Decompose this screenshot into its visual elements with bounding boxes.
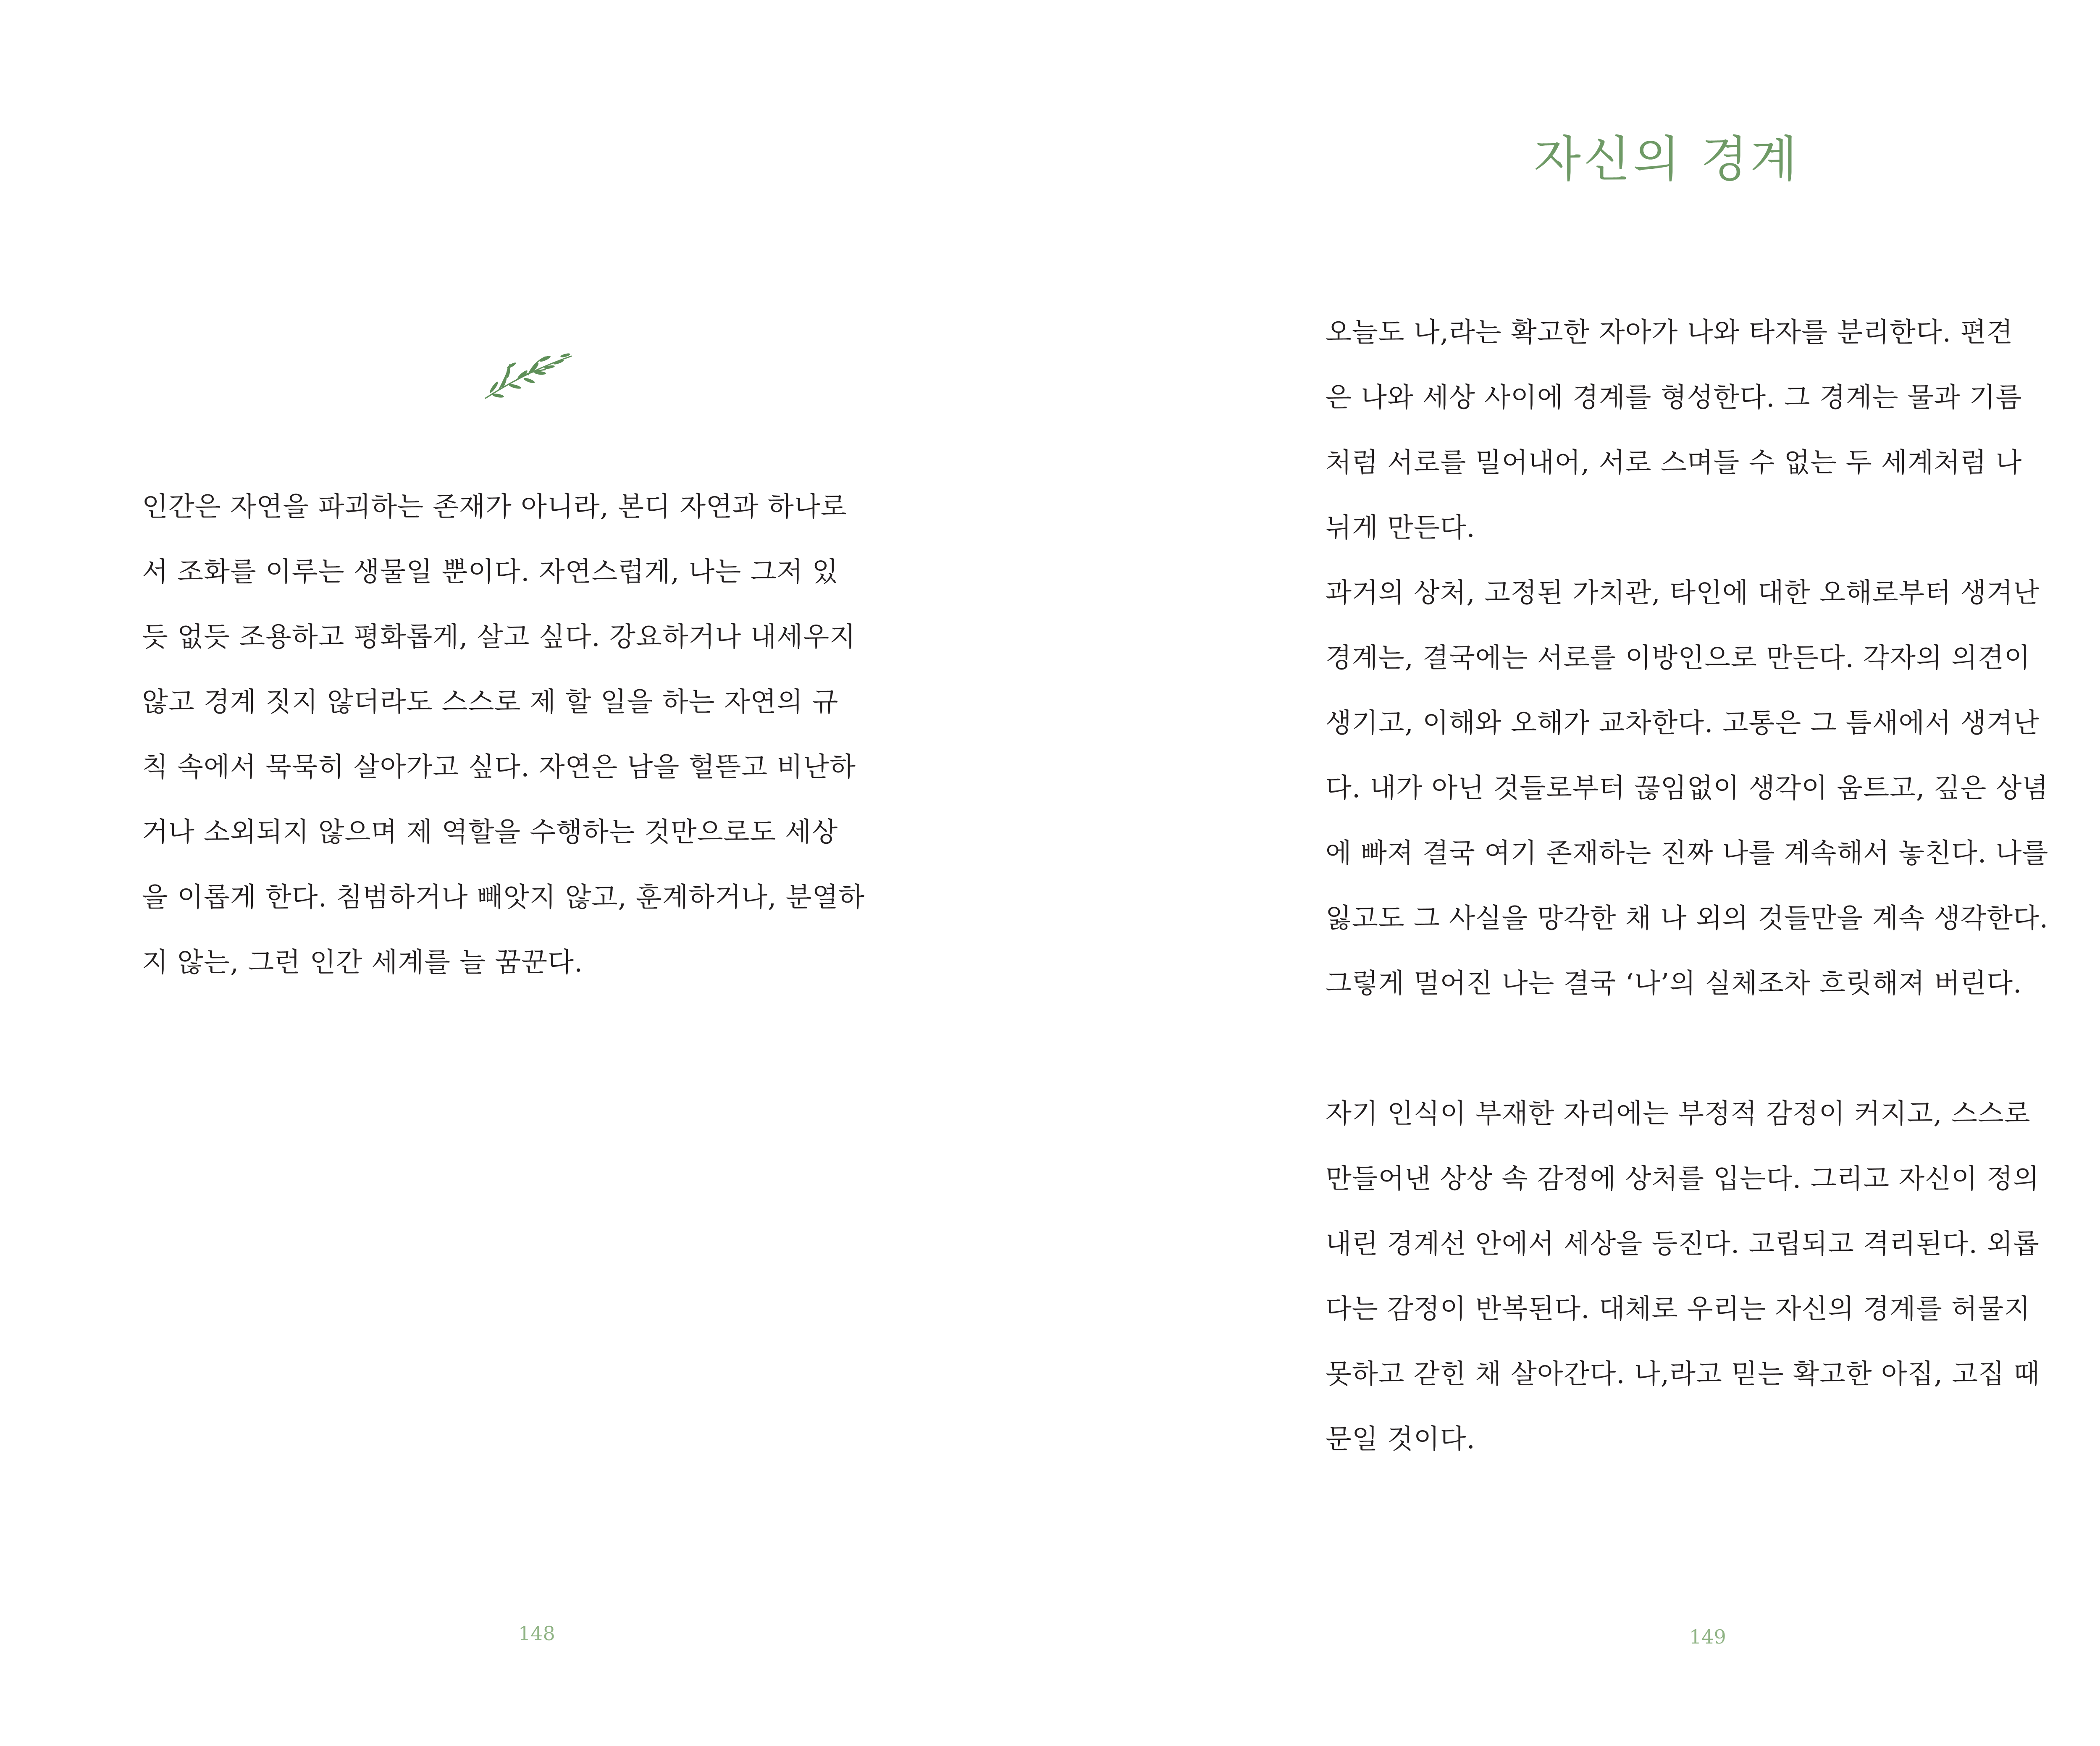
left-line: 칙 속에서 묵묵히 살아가고 싶다. 자연은 남을 헐뜯고 비난하 [142,752,856,783]
right-line: 문일 것이다. [1326,1424,1475,1455]
right-line: 내린 경계선 안에서 세상을 등진다. 고립되고 격리된다. 외롭 [1326,1229,2040,1260]
right-line: 은 나와 세상 사이에 경계를 형성한다. 그 경계는 물과 기름 [1326,382,2022,413]
right-line: 잃고도 그 사실을 망각한 채 나 외의 것들만을 계속 생각한다. [1326,903,2049,934]
right-line: 만들어낸 상상 속 감정에 상처를 입는다. 그리고 자신이 정의 [1326,1163,2040,1195]
page-number: 149 [1689,1625,1726,1648]
right-line: 경계는, 결국에는 서로를 이방인으로 만든다. 각자의 의견이 [1326,643,2031,674]
left-line: 인간은 자연을 파괴하는 존재가 아니라, 본디 자연과 하나로 [142,491,847,522]
right-line: 다. 내가 아닌 것들로부터 끊임없이 생각이 움트고, 깊은 상념 [1326,773,2049,804]
right-line: 다는 감정이 반복된다. 대체로 우리는 자신의 경계를 허물지 [1326,1294,2031,1325]
right-line: 오늘도 나,라는 확고한 자아가 나와 타자를 분리한다. 편견 [1326,317,2013,348]
leaf-sprig-icon [482,340,575,403]
right-line: 과거의 상처, 고정된 가치관, 타인에 대한 오해로부터 생겨난 [1326,578,2040,609]
chapter-title: 자신의 경계 [1533,131,1800,188]
left-line: 거나 소외되지 않으며 제 역할을 수행하는 것만으로도 세상 [142,817,838,848]
right-line: 생기고, 이해와 오해가 교차한다. 고통은 그 틈새에서 생겨난 [1326,708,2040,739]
right-line: 뉘게 만든다. [1326,512,1475,543]
left-line: 을 이롭게 한다. 침범하거나 빼앗지 않고, 훈계하거나, 분열하 [142,882,865,913]
left-line: 듯 없듯 조용하고 평화롭게, 살고 싶다. 강요하거나 내세우지 [142,622,856,653]
right-line: 처럼 서로를 밀어내어, 서로 스며들 수 없는 두 세계처럼 나 [1326,447,2022,478]
page-number: 148 [518,1622,555,1645]
right-line: 자기 인식이 부재한 자리에는 부정적 감정이 커지고, 스스로 [1326,1098,2031,1129]
right-line: 못하고 갇힌 채 살아간다. 나,라고 믿는 확고한 아집, 고집 때 [1326,1359,2040,1390]
left-line: 지 않는, 그런 인간 세계를 늘 꿈꾼다. [142,947,583,978]
left-line: 서 조화를 이루는 생물일 뿐이다. 자연스럽게, 나는 그저 있 [142,557,839,588]
right-page [1111,0,2100,1746]
right-line: 에 빠져 결국 여기 존재하는 진짜 나를 계속해서 놓친다. 나를 [1326,838,2049,869]
left-line: 않고 경계 짓지 않더라도 스스로 제 할 일을 하는 자연의 규 [142,687,839,718]
right-line: 그렇게 멀어진 나는 결국 ‘나’의 실체조차 흐릿해져 버린다. [1326,968,2022,999]
